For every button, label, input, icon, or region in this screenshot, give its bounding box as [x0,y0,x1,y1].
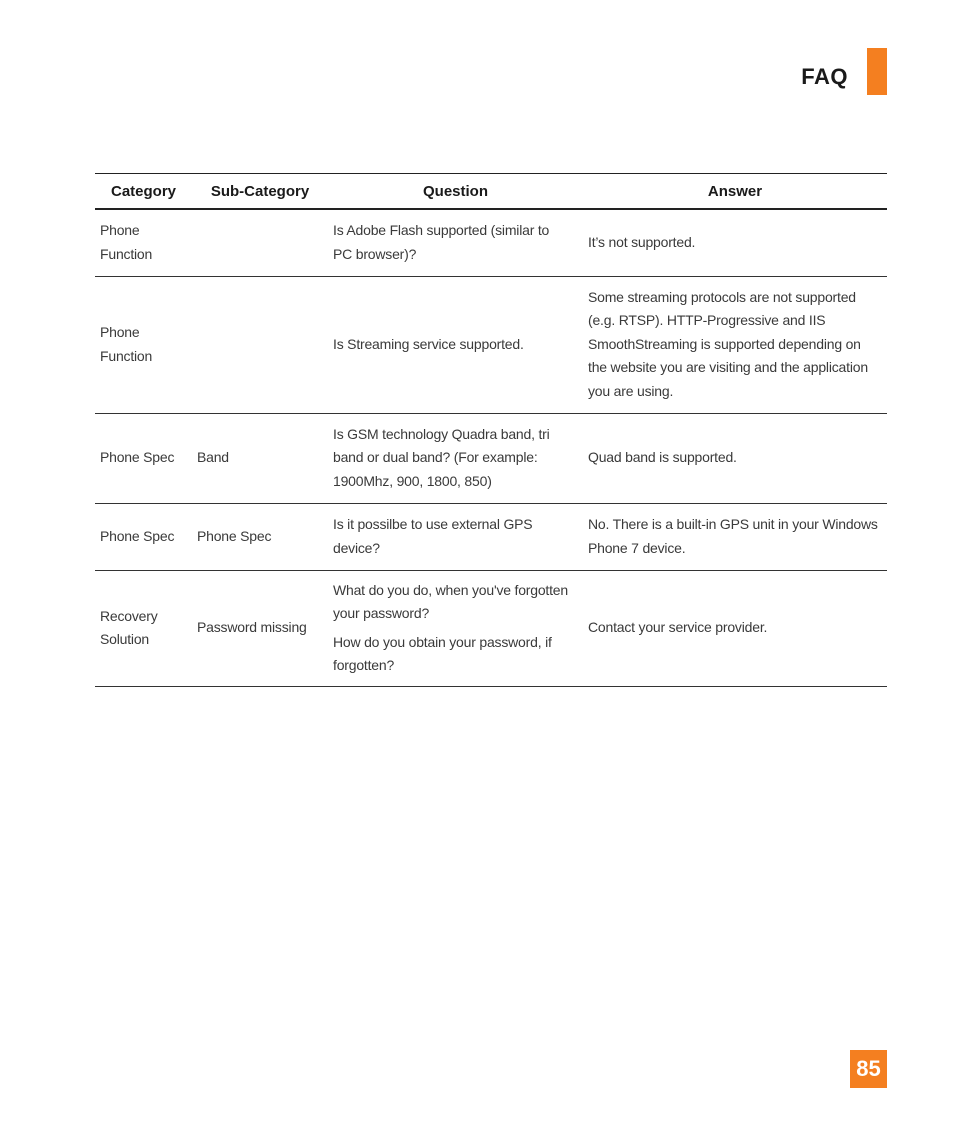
answer-cell: Some streaming protocols are not supported (e.g. RTSP). HTTP-Progressive and IIS SmoothStreaming is supported depending on the website you are visiting and the application you are using. [583,276,887,413]
category-cell: Phone Spec [95,413,192,503]
answer-cell: No. There is a built-in GPS unit in your Windows Phone 7 device. [583,503,887,570]
column-header-question: Question [328,174,583,210]
table-row [95,503,887,570]
answer-cell: It’s not supported. [583,209,887,276]
sub-category-cell: Password missing [192,570,328,686]
question-text: Is GSM technology Quadra band, tri band or dual band? (For example: 1900Mhz, 900, 1800, 850) [333,425,550,489]
page-number-badge: 85 [850,1050,887,1088]
answer-cell: Quad band is supported. [583,413,887,503]
column-header-category: Category [95,174,192,210]
question-cell [328,413,583,503]
category-cell: Phone Spec [95,503,192,570]
question-text: Is it possilbe to use external GPS device? [333,516,533,556]
section-marker-bar [867,48,887,95]
table-row [95,413,887,503]
question-text: What do you do, when you've forgotten your password? [333,581,568,621]
table-header-row [95,174,887,210]
sub-category-cell: Phone Spec [192,503,328,570]
table-row [95,276,887,413]
question-text: Is Adobe Flash supported (similar to PC browser)? [333,222,550,262]
sub-category-cell: Band [192,413,328,503]
category-cell: Recovery Solution [95,570,192,686]
sub-category-cell [192,209,328,276]
category-cell: Phone Function [95,209,192,276]
category-cell: Phone Function [95,276,192,413]
sub-category-cell [192,276,328,413]
question-cell [328,503,583,570]
table-row [95,570,887,686]
table-row [95,209,887,276]
column-header-answer: Answer [583,174,887,210]
question-text: How do you obtain your password, if forgotten? [333,633,552,673]
answer-cell: Contact your service provider. [583,570,887,686]
question-cell [328,570,583,686]
faq-table [95,173,887,687]
question-text: Is Streaming service supported. [333,335,524,352]
column-header-sub-category: Sub-Category [192,174,328,210]
question-cell [328,276,583,413]
question-cell [328,209,583,276]
page-title: FAQ [801,64,848,89]
